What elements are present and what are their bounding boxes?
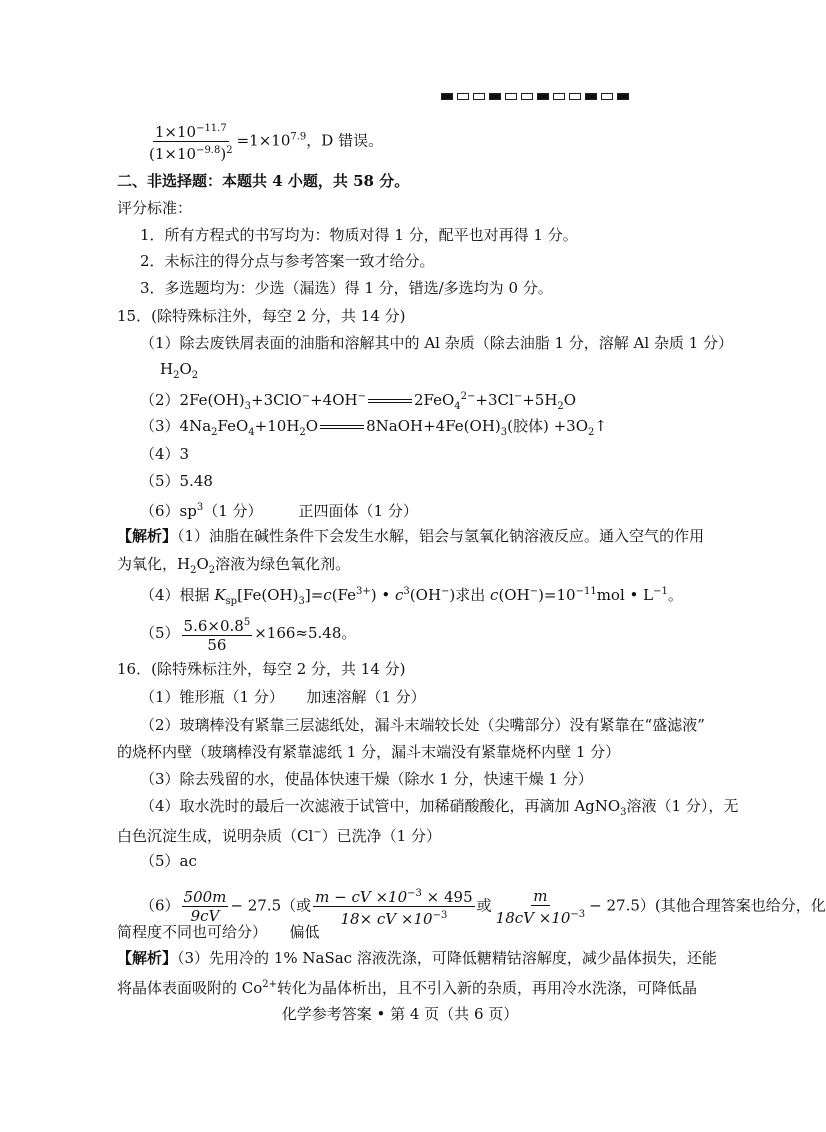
q16-a4: （4）取水洗时的最后一次滤液于试管中，加稀硝酸酸化，再滴加 AgNO$_3$溶液（1 分），无: [140, 797, 739, 818]
q16-a5: （5）ac: [140, 852, 197, 870]
analysis3: （3）先用冷的 1% NaSac 溶液洗涤，可降低糖精钴溶解度，减少晶体损失，还能: [177, 949, 717, 967]
a4-mid5: (OH: [409, 586, 442, 604]
f2-den-exp: −3: [432, 910, 448, 921]
a4-mid6: )求出: [449, 586, 491, 604]
q15-analysis5: [140, 614, 356, 654]
f1-tail: − 27.5（或: [230, 896, 312, 915]
q16-a2: （2）玻璃棒没有紧靠三层滤纸处，漏斗末端较长处（尖嘴部分）没有紧靠在“盛滤液”: [140, 716, 705, 734]
a3-mid1: FeO: [217, 417, 249, 435]
q15-head: 15．(除特殊标注外，每空 2 分，共 14 分): [117, 307, 406, 325]
header-mark-filled: [585, 93, 597, 100]
equals-sign: [368, 399, 412, 403]
h: H: [160, 360, 174, 378]
a5-fraction: [182, 614, 253, 654]
a4-end: 。: [667, 586, 683, 604]
q15-h2o2: $H_2O_2$: [160, 360, 199, 381]
criteria-label: 评分标准：: [117, 199, 193, 217]
a5-num-exp: 5: [243, 617, 251, 628]
top-result: =1×10: [236, 131, 291, 150]
f2-num-exp: −3: [407, 888, 422, 899]
a4-pre: （4）根据: [140, 586, 215, 604]
f3-den-exp: −3: [570, 908, 586, 920]
a3-mid4: 8NaOH+4Fe(OH): [366, 417, 501, 435]
frac-num-exp: −11.7: [196, 123, 227, 134]
c1: c: [323, 586, 332, 604]
analysis1: （1）油脂在碱性条件下会发生水解，铝会与氢氧化钠溶液反应。通入空气的作用: [177, 527, 705, 545]
rule-2: 2．未标注的得分点与参考答案一致才给分。: [140, 252, 435, 270]
ksp-sub: sp: [225, 596, 238, 607]
a4-mid3: (Fe: [331, 586, 357, 604]
header-mark-filled: [441, 93, 453, 100]
top-result-line: [145, 120, 383, 163]
a4-tail: 溶液（1 分），无: [626, 797, 739, 815]
rule-3: 3．多选题均为：少选（漏选）得 1 分，错选/多选均为 0 分。: [140, 279, 553, 297]
analysis3b-pre: 将晶体表面吸附的 Co: [117, 979, 263, 997]
analysis3b-sup: 2+: [262, 979, 278, 990]
q16-analysis3b: [117, 975, 697, 998]
a3-mid3: O: [305, 417, 319, 435]
a2-mid5: +5H: [522, 391, 558, 409]
a4-exp: −11: [575, 586, 597, 597]
q16-a3: （3）除去残留的水，使晶体快速干燥（除水 1 分，快速干燥 1 分）: [140, 770, 593, 788]
frac-num: 1×10: [154, 123, 197, 141]
frac-den-sq: 2: [226, 145, 233, 156]
a4-pre: （4）取水洗时的最后一次滤液于试管中，加稀硝酸酸化，再滴加 AgNO: [140, 797, 621, 815]
top-result-exp: 7.9: [290, 131, 307, 143]
q15-a3: $(3)4Na_2FeO_4+10H_2O$ $8NaOH+4Fe(OH)_3$(胶体) $+3O_2↑$: [140, 417, 607, 438]
frac-den: (1×10: [149, 145, 197, 163]
rule-1: 1．所有方程式的书写均为：物质对得 1 分，配平也对再得 1 分。: [140, 226, 578, 244]
q15-a4: （4）3: [140, 445, 190, 463]
analysis1b-pre: 为氧化，H: [117, 555, 191, 573]
a4-unit: mol • L: [596, 586, 654, 604]
a4-mid7: (OH: [498, 586, 530, 604]
a5-den: 56: [207, 636, 227, 654]
q16-a4b: 白色沉淀生成，说明杂质（Cl−）已洗净（1 分）: [117, 827, 441, 845]
page-footer: 化学参考答案 • 第 4 页（共 6 页）: [281, 1005, 519, 1023]
header-mark-empty: [473, 93, 485, 100]
header-mark-filled: [617, 93, 629, 100]
equals-sign: [320, 425, 364, 429]
q15-a6: [140, 498, 418, 521]
a2-mid2: +4OH: [310, 391, 358, 409]
header-mark-empty: [569, 93, 581, 100]
f3-tail: − 27.5）(其他合理答案也给分，化: [589, 896, 826, 915]
a4-unit-exp: −1: [653, 586, 668, 597]
a4b-pre: 白色沉淀生成，说明杂质（Cl: [117, 827, 314, 845]
f2-den: 18× cV ×10: [340, 910, 433, 928]
a5-pre: （5）: [140, 624, 180, 642]
q15-analysis1: [117, 526, 704, 546]
q15-analysis1b: 为氧化，$H_2O_2$溶液为绿色氧化剂。: [117, 555, 351, 576]
analysis-label: 【解析】: [117, 527, 178, 545]
or: 或: [476, 896, 492, 915]
q16-analysis3: [117, 948, 717, 968]
header-mark-empty: [601, 93, 613, 100]
header-mark-empty: [553, 93, 565, 100]
f3-num: m: [533, 886, 548, 905]
a6-pre: （6）: [140, 896, 180, 915]
a6-tail: 正四面体（1 分）: [298, 502, 418, 520]
f3-den: 18cV ×10: [495, 908, 571, 927]
q16-a2b: 的烧杯内壁（玻璃棒没有紧靠滤纸 1 分，漏斗末端没有紧靠烧杯内壁 1 分）: [117, 743, 621, 761]
a4-mid4: ) •: [370, 586, 396, 604]
header-mark-empty: [457, 93, 469, 100]
f2-num: m − cV ×10: [315, 888, 408, 906]
f1: [182, 888, 229, 925]
q16-a1: （1）锥形瓶（1 分） 加速溶解（1 分）: [140, 688, 426, 706]
top-tail: ，D 错误。: [306, 131, 384, 150]
a6-sup: 3: [196, 502, 204, 513]
a4-mid: [Fe(OH): [237, 586, 299, 604]
q16-a6b: 简程度不同也可给分） 偏低: [117, 923, 320, 941]
f3: [494, 887, 588, 927]
analysis3b-tail: 转化为晶体析出，且不引入新的杂质，再用冷水洗涤，可降低晶: [277, 979, 698, 997]
frac-den-tail: ): [220, 145, 227, 163]
a3-pre: （3）4Na: [140, 417, 212, 435]
a3-mid2: +10H: [254, 417, 300, 435]
a2-mid3: 2FeO: [413, 391, 455, 409]
header-marks: [441, 93, 629, 103]
f2: [313, 885, 475, 928]
q15-a5: （5）5.48: [140, 472, 213, 490]
header-mark-empty: [521, 93, 533, 100]
c2: c: [395, 586, 404, 604]
a4-mid2: ]=: [304, 586, 324, 604]
f2-num-tail: × 495: [421, 888, 473, 906]
f1-num: 500m: [183, 888, 227, 906]
analysis1b-end: 溶液为绿色氧化剂。: [215, 555, 351, 573]
c3: c: [490, 586, 499, 604]
a5-tail: ×166≈5.48。: [254, 624, 357, 642]
a3-mid5: (胶体) +3O: [507, 417, 589, 435]
a6-mid: （1 分）: [203, 502, 263, 520]
header-mark-filled: [489, 93, 501, 100]
analysis-label: 【解析】: [117, 949, 178, 967]
f1-den: 9cV: [190, 907, 220, 925]
a3-end: ↑: [594, 417, 607, 435]
a2-pre: （2）2Fe(OH): [140, 391, 245, 409]
section2-title: 二、非选择题：本题共 4 小题，共 58 分。: [117, 172, 410, 190]
header-mark-empty: [505, 93, 517, 100]
a2-end: O: [563, 391, 577, 409]
q15-a1: （1）除去废铁屑表面的油脂和溶解其中的 Al 杂质（除去油脂 1 分，溶解 Al 杂质 1 分）: [140, 334, 734, 352]
q15-a2: $(2)2Fe(OH)_3+3ClO^-+4OH^-$ $2FeO_4^{2-}+3Cl^-+5H_2O$: [140, 391, 577, 412]
header-mark-filled: [537, 93, 549, 100]
a6-pre: （6）sp: [140, 502, 197, 520]
a4-mid8: )=10: [538, 586, 576, 604]
ksp-k: K: [214, 586, 226, 604]
top-fraction: [147, 120, 235, 163]
analysis1b-tail: O: [196, 555, 209, 573]
a4b-tail: ）已洗净（1 分）: [321, 827, 441, 845]
a2-mid1: +3ClO: [251, 391, 302, 409]
a5-num: 5.6×0.8: [183, 617, 244, 635]
q15-analysis4: （4）根据 $K_{sp}[Fe(OH)_3]=c(Fe^{3+})$ • $c^3(OH^-)$求出 $c(OH^-)=10^{-11}mol$ • $L^{-1}$。: [140, 586, 683, 607]
a2-mid4: +3Cl: [475, 391, 514, 409]
frac-den-exp: −9.8: [196, 145, 221, 156]
q16-head: 16．(除特殊标注外，每空 2 分，共 14 分): [117, 660, 406, 678]
o: O: [179, 360, 192, 378]
